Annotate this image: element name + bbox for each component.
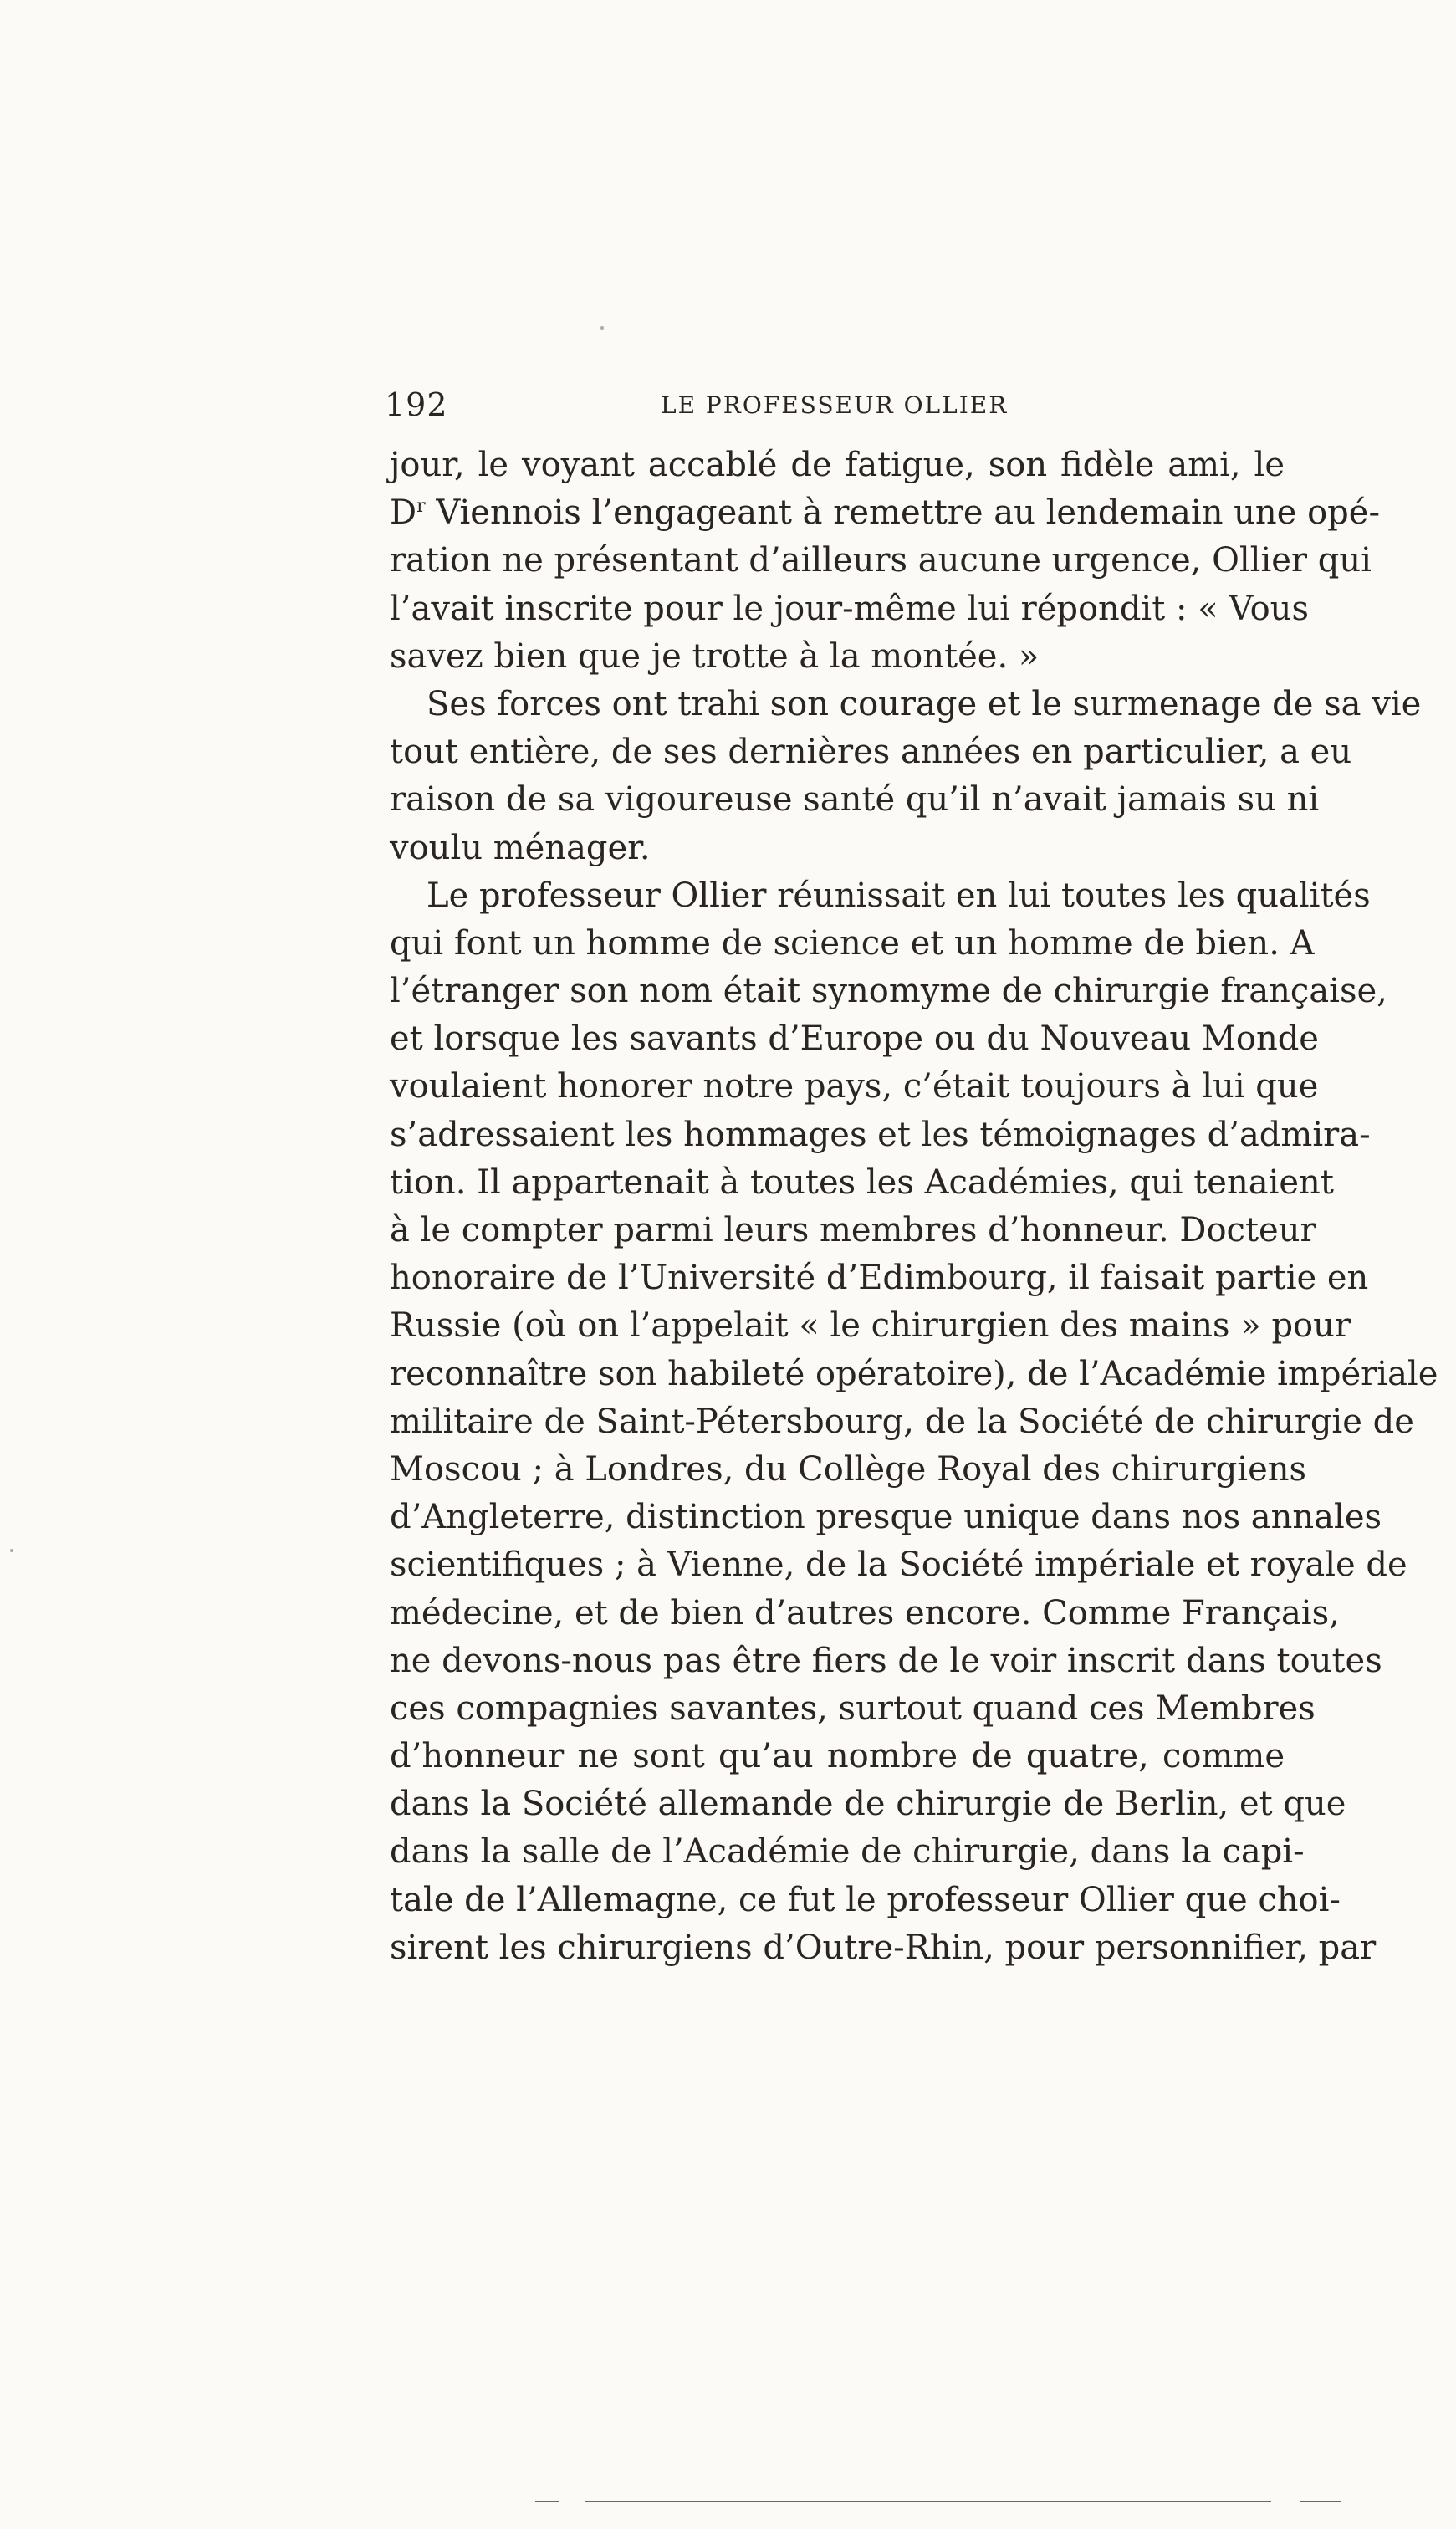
text-line: tout entière, de ses dernières années en particulier, a eu: [390, 733, 1352, 772]
text-line: sirent les chirurgiens d’Outre-Rhin, pour personnifier, par: [390, 1928, 1377, 1967]
text-line: ration ne présentant d’ailleurs aucune urgence, Ollier qui: [390, 541, 1372, 580]
scan-speck: [10, 1549, 13, 1552]
text-line: [390, 489, 1380, 537]
text-line: voulu ménager.: [390, 828, 651, 867]
text-line: dans la Société allemande de chirurgie de Berlin, et que: [390, 1785, 1346, 1824]
text-line: Moscou ; à Londres, du Collège Royal des chirurgiens: [390, 1449, 1307, 1489]
bottom-scan-rule: [585, 2501, 1271, 2502]
text-line: ces compagnies savantes, surtout quand ces Membres: [390, 1689, 1316, 1728]
text-line: raison de sa vigoureuse santé qu’il n’avait jamais su ni: [390, 780, 1320, 820]
text-line: jour, le voyant accablé de fatigue, son fidèle ami, le: [390, 446, 1285, 484]
text-line: tale de l’Allemagne, ce fut le professeur Ollier que choi-: [390, 1880, 1341, 1919]
text-line: qui font un homme de science et un homme de bien. A: [390, 923, 1315, 963]
text-line: Russie (où on l’appelait « le chirurgien des mains » pour: [390, 1306, 1351, 1346]
text-line: s’adressaient les hommages et les témoignages d’admira-: [390, 1115, 1371, 1154]
text-line: l’avait inscrite pour le jour-même lui répondit : « Vous: [390, 589, 1309, 628]
page-number: 192: [385, 386, 448, 423]
text-line: scientifiques ; à Vienne, de la Société impériale et royale de: [390, 1546, 1407, 1585]
page-header: [385, 386, 1288, 428]
running-title: LE PROFESSEUR OLLIER: [661, 391, 1009, 419]
text-line: tion. Il appartenait à toutes les Académies, qui tenaient: [390, 1162, 1334, 1202]
text-line: Le professeur Ollier réunissait en lui toutes les qualités: [427, 876, 1371, 915]
text-line: médecine, et de bien d’autres encore. Comme Français,: [390, 1593, 1340, 1632]
text-line-rest: Viennois l’engageant à remettre au lendemain une opé-: [425, 493, 1380, 533]
text-line: honoraire de l’Université d’Edimbourg, il faisait partie en: [390, 1259, 1369, 1298]
text-line: Ses forces ont trahi son courage et le surmenage de sa vie: [427, 684, 1422, 723]
text-line: reconnaître son habileté opératoire), de l’Académie impériale: [390, 1354, 1438, 1393]
text-line: militaire de Saint-Pétersbourg, de la Société de chirurgie de: [390, 1402, 1414, 1441]
text-line: d’honneur ne sont qu’au nombre de quatre, comme: [390, 1737, 1285, 1776]
text-line: ne devons-nous pas être fiers de le voir inscrit dans toutes: [390, 1641, 1382, 1680]
text-line: savez bien que je trotte à la montée. »: [390, 636, 1040, 676]
text-line: l’étranger son nom était synomyme de chirurgie française,: [390, 972, 1387, 1011]
text-line: dans la salle de l’Académie de chirurgie, dans la capi-: [390, 1832, 1305, 1872]
scan-speck: [600, 326, 604, 330]
body-text: [390, 442, 1438, 1972]
text-line: d’Angleterre, distinction presque unique dans nos annales: [390, 1498, 1382, 1537]
text-line: voulaient honorer notre pays, c’était toujours à lui que: [390, 1067, 1319, 1106]
doctor-abbrev: D: [390, 493, 417, 533]
text-line: à le compter parmi leurs membres d’honneur. Docteur: [390, 1211, 1316, 1249]
bottom-scan-rule: [1300, 2501, 1341, 2502]
text-line: et lorsque les savants d’Europe ou du Nouveau Monde: [390, 1019, 1319, 1059]
bottom-scan-rule: [535, 2501, 559, 2502]
doctor-abbrev-superscript: r: [416, 496, 426, 518]
